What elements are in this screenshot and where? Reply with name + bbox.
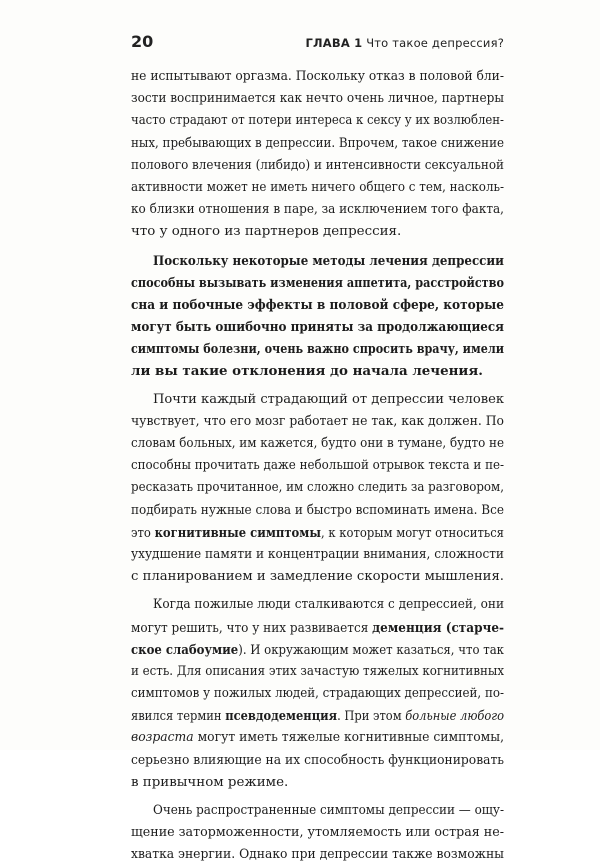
text-line: могут быть ошибочно приняты за продолжающиеся <box>131 319 504 336</box>
text-line: сна и побочные эффекты в половой сфере, которые <box>131 296 504 313</box>
term-pseudodementia: псевдодеменция <box>225 708 338 725</box>
paragraph-4 <box>131 594 504 794</box>
text-line: Очень распространенные симптомы депрессии — ощу- <box>153 803 504 818</box>
text-run: . При этом <box>337 709 406 725</box>
text-run: , к которым могут относиться <box>320 525 504 541</box>
text-line: в привычном режиме. <box>131 774 289 790</box>
text-run: ). И окружающим может казаться, что так <box>238 642 504 658</box>
text-line <box>131 639 504 661</box>
text-line: активности может не иметь ничего общего с тем, насколь- <box>131 179 504 195</box>
text-line: ли вы такие отклонения до начала лечения. <box>131 363 483 380</box>
text-line <box>131 705 504 727</box>
text-line: ко близки отношения в паре, за исключением того факта, <box>131 202 504 218</box>
chapter-title: Что такое депрессия? <box>366 36 504 50</box>
text-line: хватка энергии. Однако при депрессии также возможны <box>131 847 504 863</box>
italic-phrase-cont: возраста <box>131 730 194 746</box>
text-line: ных, пребывающих в депрессии. Впрочем, такое снижение <box>131 135 504 151</box>
text-line: Поскольку некоторые методы лечения депрессии <box>153 252 504 269</box>
text-line: подбирать нужные слова и быстро вспоминать имена. Все <box>131 502 504 518</box>
term-dementia: деменция (старче- <box>372 619 504 636</box>
text-line: словам больных, им кажется, будто они в тумане, будто не <box>131 436 504 451</box>
text-line: щение заторможенности, утомляемость или острая не- <box>131 825 504 841</box>
italic-phrase: больные любого <box>405 709 504 725</box>
text-line: Почти каждый страдающий от депрессии человек <box>153 391 504 407</box>
page-body <box>131 66 504 867</box>
paragraph-3 <box>131 389 504 589</box>
text-line: Когда пожилые люди сталкиваются с депрессией, они <box>153 597 504 613</box>
text-line: способны прочитать даже небольшой отрывок текста и пе- <box>131 458 504 474</box>
text-run: явился термин <box>131 709 226 725</box>
text-line: ухудшение памяти и концентрации внимания, сложности <box>131 546 504 562</box>
paragraph-1 <box>131 66 504 244</box>
running-head <box>305 36 504 50</box>
chapter-label: ГЛАВА 1 <box>305 36 363 50</box>
text-line: не испытывают оргазма. Поскольку отказ в половой бли- <box>131 69 504 84</box>
text-line: ресказать прочитанное, им сложно следить за разговором, <box>131 480 504 496</box>
text-line <box>131 522 504 544</box>
text-line: полового влечения (либидо) и интенсивности сексуальной <box>131 157 504 173</box>
text-line: серьезно влияющие на их способность функционировать <box>131 752 504 768</box>
term-cognitive-symptoms: когнитивные симптомы <box>154 524 321 541</box>
term-dementia-cont: ское слабоумие <box>131 641 239 658</box>
paragraph-5 <box>131 800 504 867</box>
text-line: зости воспринимается как нечто очень личное, партнеры <box>131 91 504 107</box>
text-line: и есть. Для описания этих зачастую тяжелых когнитивных <box>131 663 504 679</box>
text-line: симптомов у пожилых людей, страдающих депрессией, по- <box>131 686 504 702</box>
text-line: чувствует, что его мозг работает не так, как должен. По <box>131 413 504 429</box>
text-line: способны вызывать изменения аппетита, расстройство <box>131 274 504 291</box>
text-run: могут решить, что у них развивается <box>131 620 373 636</box>
text-line: с планированием и замедление скорости мышления. <box>131 569 504 585</box>
page-number: 20 <box>131 32 154 51</box>
text-run: это <box>131 525 155 541</box>
text-line <box>131 617 504 639</box>
text-line: симптомы болезни, очень важно спросить врачу, имели <box>131 341 504 358</box>
text-run: могут иметь тяжелые когнитивные симптомы, <box>193 730 505 746</box>
paragraph-2-bold-note <box>131 250 504 383</box>
text-line: часто страдают от потери интереса к сексу у их возлюблен- <box>131 113 504 129</box>
text-line <box>131 727 504 749</box>
text-line: что у одного из партнеров депрессия. <box>131 224 402 240</box>
page-header <box>131 32 504 58</box>
